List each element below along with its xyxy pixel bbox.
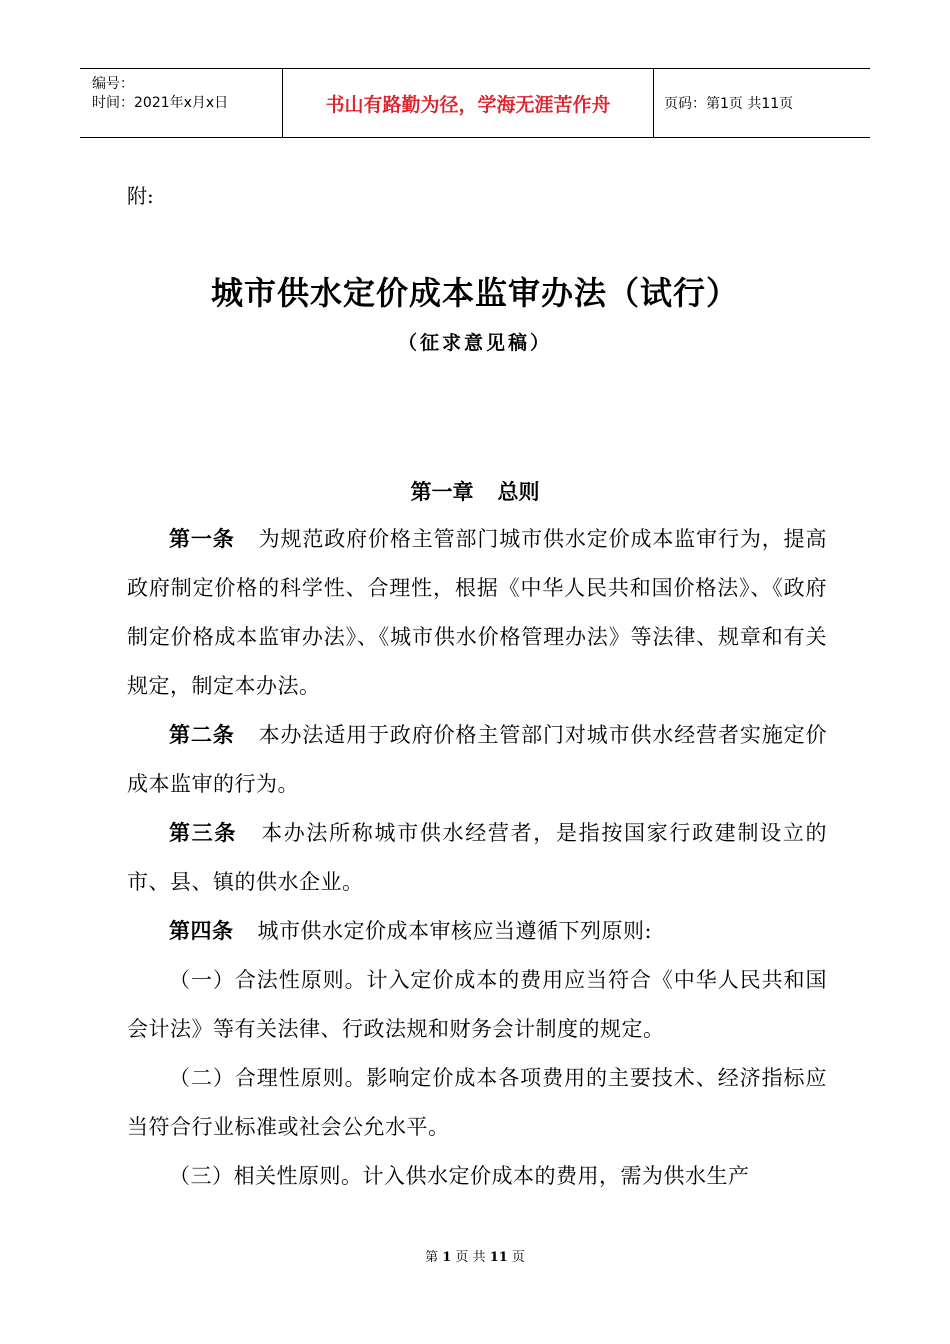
page-footer [0, 1246, 950, 1265]
chapter-name: 总则 [497, 480, 540, 504]
header-motto: 书山有路勤为径，学海无涯苦作舟 [282, 69, 654, 137]
clause-text: （一）合法性原则。计入定价成本的费用应当符合《中华人民共和国会计法》等有关法律、行政法规和财务会计制度的规定。 [127, 968, 827, 1041]
document-subtitle: （征求意见稿） [397, 332, 552, 354]
article-text: 本办法所称城市供水经营者，是指按国家行政建制设立的市、县、镇的供水企业。 [127, 821, 828, 894]
footer-total-pages: 11 [489, 1250, 508, 1265]
footer-middle: 页 共 [455, 1250, 486, 1265]
time-label: 时间：2021年x月x日 [92, 95, 229, 111]
header-meta [80, 69, 282, 137]
article-paragraph [127, 809, 827, 907]
article-paragraph [127, 515, 827, 711]
body-text [127, 515, 827, 1201]
chapter-number: 第一章 [410, 480, 474, 504]
article-paragraph [127, 711, 827, 809]
article-number: 第三条 [169, 821, 238, 845]
header-table [80, 68, 870, 138]
clause-text: （三）相关性原则。计入供水定价成本的费用，需为供水生产 [169, 1164, 750, 1188]
article-paragraph [127, 907, 827, 956]
footer-suffix: 页 [511, 1250, 525, 1265]
article-text: 本办法适用于政府价格主管部门对城市供水经营者实施定价成本监审的行为。 [127, 723, 827, 796]
footer-prefix: 第 [425, 1250, 439, 1265]
attachment-label: 附: [127, 184, 154, 208]
clause-paragraph [127, 1054, 827, 1152]
article-text: 为规范政府价格主管部门城市供水定价成本监审行为，提高政府制定价格的科学性、合理性，根据《中华人民共和国价格法》、《政府制定价格成本监审办法》、《城市供水价格管理办法》等法律、规章和有关规定，制定本办法。 [127, 527, 827, 698]
document-title: 城市供水定价成本监审办法（试行） [210, 274, 739, 312]
header-page-info: 页码：第1页 共11页 [664, 96, 794, 112]
article-number: 第二条 [169, 723, 235, 747]
article-number: 第四条 [169, 919, 234, 943]
chapter-heading [0, 476, 950, 506]
article-text: 城市供水定价成本审核应当遵循下列原则: [257, 919, 653, 943]
clause-paragraph [127, 1152, 827, 1201]
clause-text: （二）合理性原则。影响定价成本各项费用的主要技术、经济指标应当符合行业标准或社会公允水平。 [127, 1066, 827, 1139]
article-number: 第一条 [169, 527, 235, 551]
clause-paragraph [127, 956, 827, 1054]
footer-current-page: 1 [442, 1250, 452, 1265]
number-label: 编号： [92, 76, 134, 92]
